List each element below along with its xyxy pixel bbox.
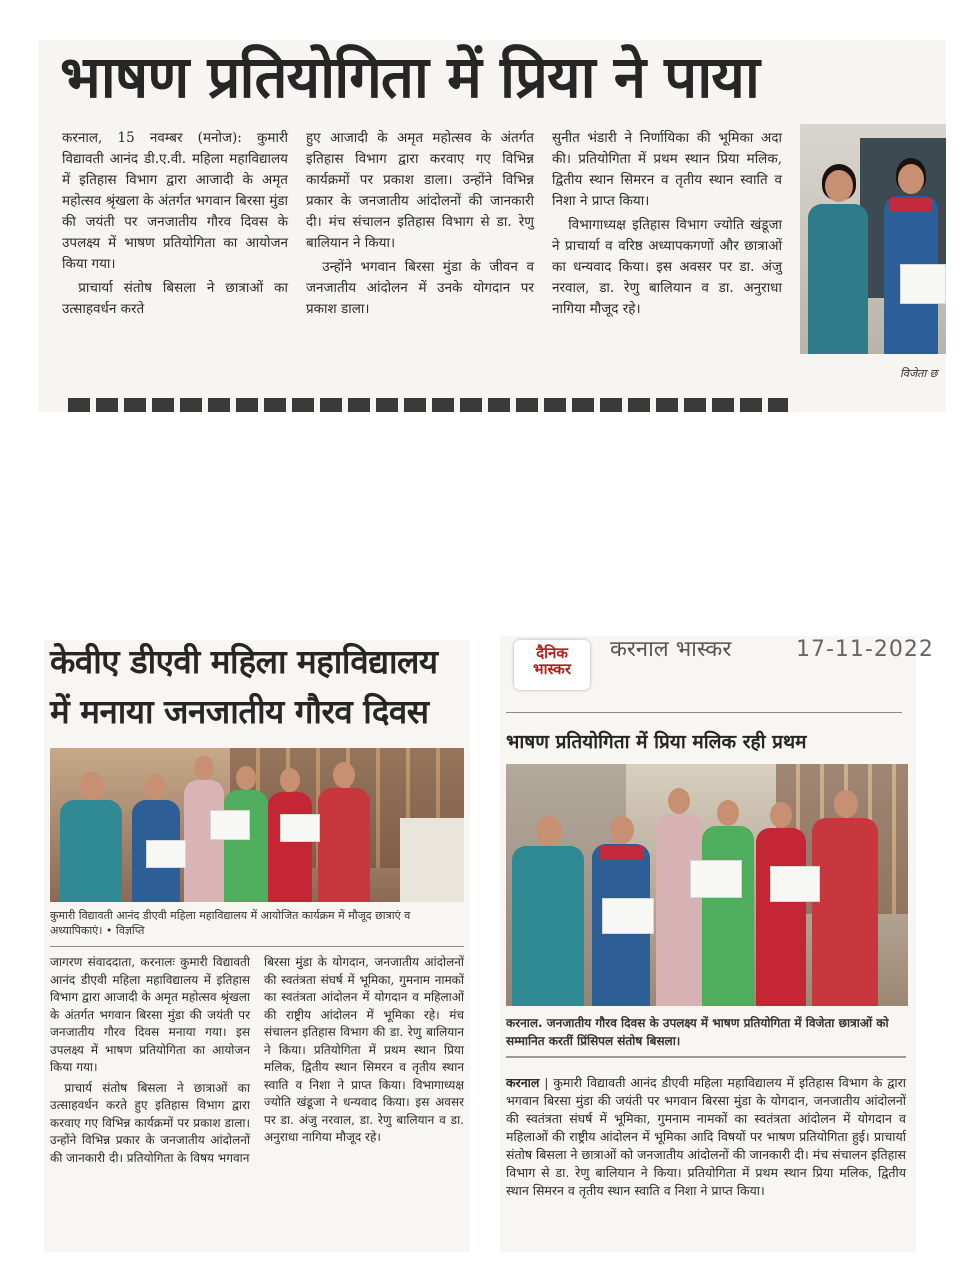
- photo-certificate: [146, 840, 186, 868]
- photo-person: [812, 790, 878, 1006]
- clip2-caption-divider: [50, 946, 464, 947]
- clip3-photo-caption: करनाल. जनजातीय गौरव दिवस के उपलक्ष्य में भाषण प्रतियोगिता में विजेता छात्राओं को सम्मानित करतीं प्रिंसिपल संतोष बिसला।: [506, 1016, 889, 1048]
- photo-person: [702, 800, 754, 1006]
- clipping-dainik-jagran: [44, 640, 470, 1252]
- clip2-photo-caption: कुमारी विद्यावती आनंद डीएवी महिला महाविद्यालय में आयोजित कार्यक्रम में मौजूद छात्राएं व अध्यापिकाएं। • विज्ञप्ति: [50, 909, 411, 937]
- clip1-photo: [800, 124, 946, 354]
- photo-person: [512, 816, 584, 1006]
- logo-line-2: भास्कर: [533, 659, 571, 678]
- photo-person: [60, 772, 122, 902]
- clip3-body-text: कुमारी विद्यावती आनंद डीएवी महिला महाविद्यालय में इतिहास विभाग के द्वारा भगवान बिरसा मुंडा की जयंती पर भगवान बिरसा मुंडा के योगदान, जनजातीय आंदोलनों की स्वतंत्रता संघर्ष में भूमिका, गुमनाम नामकों का स्वतंत्रता आंदोलन में योगदान व महिलाओं की राष्ट्रीय आंदोलन में भूमिका आदि विषयों पर भाषण प्रतियोगिता हुई। प्राचार्या संतोष बिसला ने छात्राओं को जनजातीय आंदोलनों की जानकारी दी। मंच संचालन इतिहास विभाग से डा. रेणु बालियान ने किया। प्रतियोगिता में प्रथम स्थान प्रिया मलिक, द्वितीय स्थान सिमरन व तृतीय स्थान स्वाति व निशा ने प्राप्त किया।: [506, 1075, 906, 1198]
- clip3-dateline: करनाल: [506, 1075, 540, 1090]
- clip3-photo: [506, 764, 908, 1006]
- photo-certificate: [900, 264, 946, 304]
- clip3-headline: भाषण प्रतियोगिता में प्रिया मलिक रही प्रथम: [506, 731, 807, 753]
- dateline-separator: |: [539, 1075, 554, 1090]
- photo-person: [756, 802, 806, 1006]
- photo-certificate: [690, 860, 742, 898]
- photo-person: [130, 774, 182, 902]
- clip2-photo: [50, 748, 464, 902]
- clipping-punjab-kesari: [38, 40, 946, 412]
- clip2-headline-line-2: में मनाया जनजातीय गौरव दिवस: [50, 692, 429, 731]
- clip1-column-2: [306, 128, 534, 323]
- clip3-date: 17-11-2022: [796, 637, 934, 662]
- photo-person: [318, 762, 370, 902]
- clip3-masthead: करनाल भास्कर: [610, 637, 732, 662]
- photo-certificate: [770, 866, 820, 902]
- clip1-column-3: [552, 128, 782, 323]
- clip2-column-2: [264, 954, 464, 1250]
- clip1-cut-off-line: [68, 398, 788, 412]
- clip1-col3-para-1: सुनीत भंडारी ने निर्णायिका की भूमिका अदा की। प्रतियोगिता में प्रथम स्थान प्रिया मलिक, द्वितीय स्थान सिमरन व तृतीय स्थान स्वाति व निशा ने प्राप्त किया।: [552, 130, 782, 209]
- clip1-photo-caption: विजेता छ: [900, 367, 938, 380]
- photo-certificate: [602, 898, 654, 934]
- clip1-col2-para-2: उन्होंने भगवान बिरसा मुंडा के जीवन व जनजातीय आंदोलन में उनके योगदान पर प्रकाश डाला।: [306, 259, 534, 317]
- clip3-caption-divider: [506, 1056, 906, 1058]
- clip1-column-1: [62, 128, 288, 323]
- clip2-col1-para-1: जागरण संवाददाता, करनालः कुमारी विद्यावती आनंद डीएवी महिला महाविद्यालय में इतिहास विभाग द्वारा आजादी के अमृत महोत्सव श्रृंखला के अंतर्गत भगवान बिरसा मुंडा की जयंती पर जनजातीय गौरव दिवस मनाया गया। इस उपलक्ष्य में भाषण प्रतियोगिता का आयोजन किया गया।: [50, 955, 250, 1074]
- photo-person: [880, 158, 942, 354]
- photo-certificate: [280, 814, 320, 842]
- clip1-col2-para-1: हुए आजादी के अमृत महोत्सव के अंतर्गत इतिहास विभाग द्वारा करवाए गए विभिन्न कार्यक्रमों पर प्रकाश डाला। उन्होंने विभिन्न प्रकार के जनजातीय आंदोलनों की जानकारी दी। मंच संचालन इतिहास विभाग से डा. रेणु बालियान ने किया।: [306, 130, 534, 251]
- clip2-col2-para-1: बिरसा मुंडा के योगदान, जनजातीय आंदोलनों की स्वतंत्रता संघर्ष में भूमिका, गुमनाम नामकों का स्वतंत्रता आंदोलन में योगदान व महिलाओं की राष्ट्रीय आंदोलन में भूमिका रहे। मंच संचालन इतिहास विभाग की डा. रेणु बालियान ने किया। प्रतियोगिता में प्रथम स्थान प्रिया मलिक, द्वितीय स्थान सिमरन व तृतीय स्थान स्वाति व निशा ने प्राप्त किया। विभागाध्यक्ष ज्योति खंडूजा ने धन्यवाद किया। इस अवसर पर डा. अंजु नरवाल, डा. रेणु बालियान व डा. अनुराधा नागिया मौजूद रहे।: [264, 955, 464, 1144]
- clip1-col1-para-2: प्राचार्या संतोष बिसला ने छात्राओं का उत्साहवर्धन करते: [62, 280, 288, 317]
- logo-line-1: दैनिक: [536, 644, 568, 662]
- clipping-dainik-bhaskar: [500, 636, 934, 1252]
- photo-person: [806, 164, 870, 354]
- clip1-col1-para-1: करनाल, 15 नवम्बर (मनोज): कुमारी विद्यावती आनंद डी.ए.वी. महिला महाविद्यालय में इतिहास विभाग द्वारा आजादी के अमृत महोत्सव श्रृंखला के अंतर्गत भगवान बिरसा मुंडा की जयंती पर जनजातीय गौरव दिवस के उपलक्ष्य में भाषण प्रतियोगिता का आयोजन किया गया।: [62, 130, 288, 272]
- clip2-column-1: [50, 954, 250, 1250]
- photo-certificate: [210, 810, 250, 840]
- clip1-col3-para-2: विभागाध्यक्ष इतिहास विभाग ज्योति खंडूजा ने प्राचार्या व वरिष्ठ अध्यापकगणों और छात्राओं का धन्यवाद किया। इस अवसर पर डा. अंजु नरवाल, डा. रेणु बालियान व डा. अनुराधा नागिया मौजूद रहे।: [552, 217, 782, 317]
- clip3-body: [506, 1074, 906, 1252]
- clip2-headline-line-1: केवीए डीएवी महिला महाविद्यालय: [50, 642, 438, 681]
- clip2-col1-para-2: प्राचार्य संतोष बिसला ने छात्राओं का उत्साहवर्धन करते हुए इतिहास विभाग द्वारा करवाए गए विभिन्न कार्यक्रमों पर प्रकाश डाला। उन्होंने विभिन्न प्रकार के जनजातीय आंदोलनों की जानकारी दी। प्रतियोगिता के विषय भगवान: [50, 1080, 250, 1165]
- clip3-masthead-rule: [506, 712, 902, 713]
- clip1-headline: भाषण प्रतियोगिता में प्रिया ने पाया: [60, 43, 759, 111]
- dainik-bhaskar-logo: [514, 640, 590, 690]
